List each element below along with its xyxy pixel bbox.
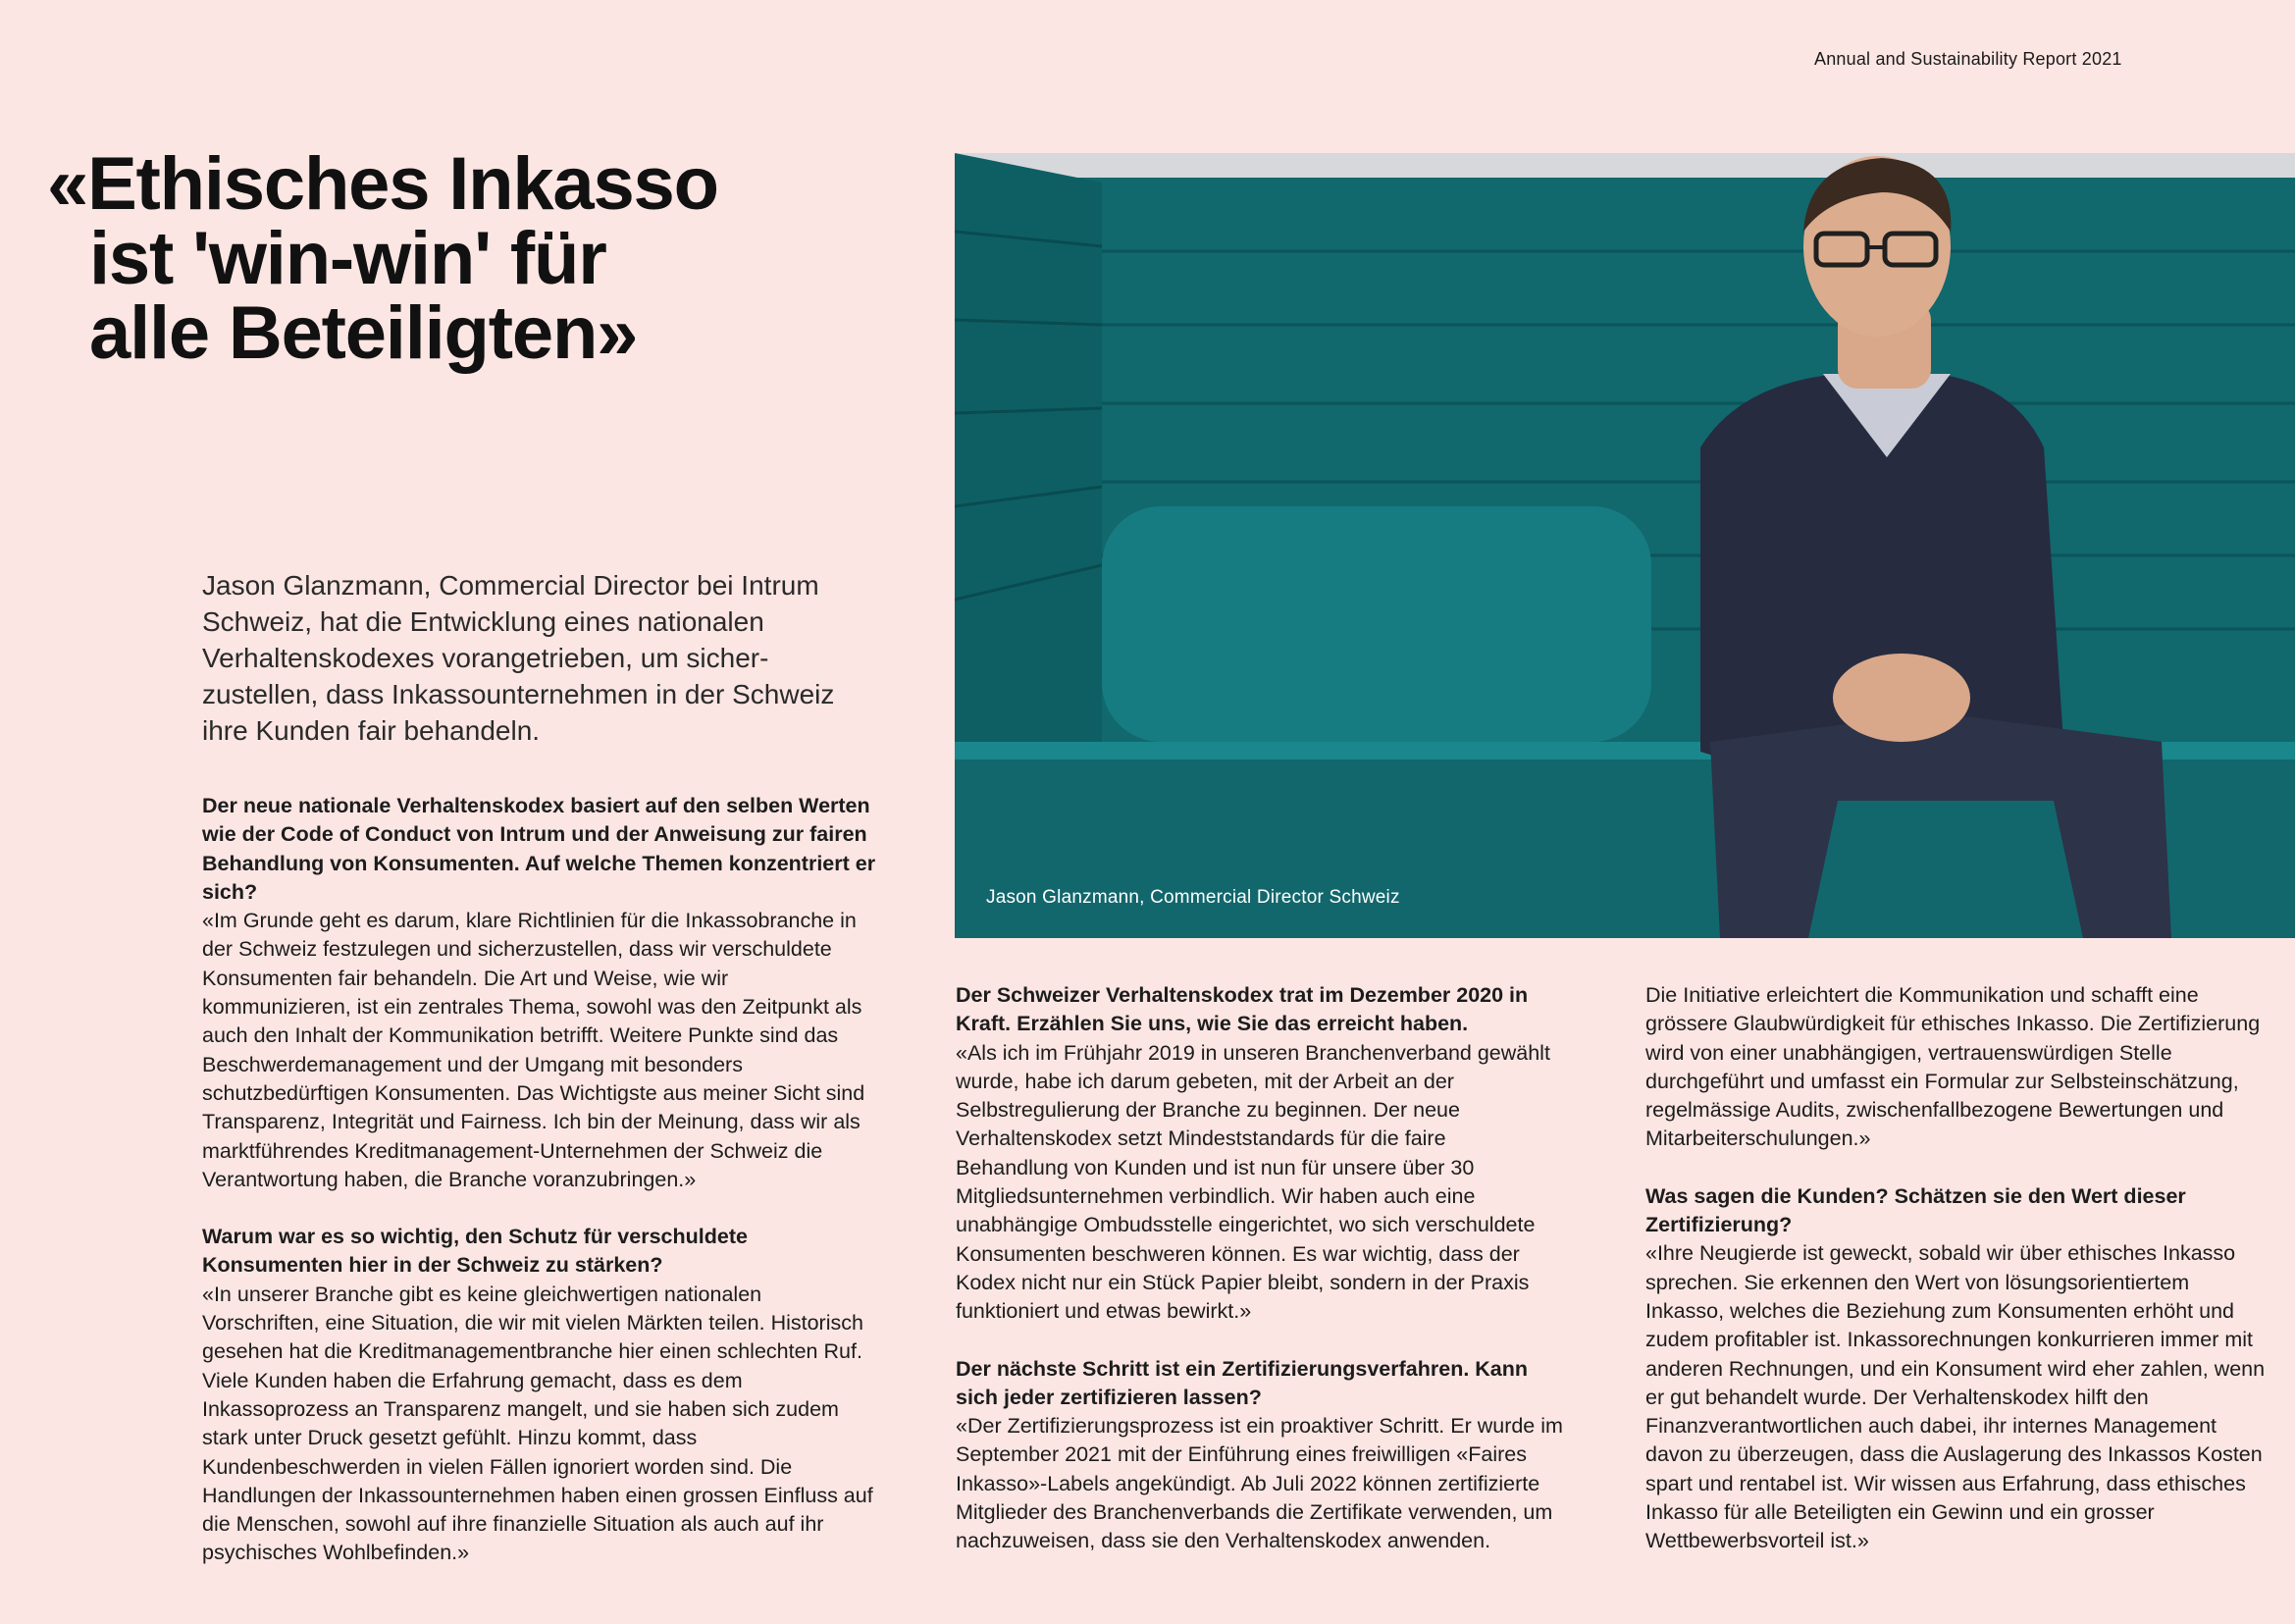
interview-column-1 — [202, 792, 879, 1568]
question-1: Der neue nationale Verhaltenskodex basiert auf den selben Werten wie der Code of Conduct von Intrum und der Anweisung zur fairen Behandlung von Konsumenten. Auf welche Themen konzentriert er sich? — [202, 794, 876, 904]
headline-line-2: ist 'win-win' für — [89, 217, 606, 300]
question-3: Der Schweizer Verhaltenskodex trat im Dezember 2020 in Kraft. Erzählen Sie uns, wie Sie das erreicht haben. — [956, 983, 1529, 1036]
answer-3: «Als ich im Frühjahr 2019 in unseren Branchenverband gewählt wurde, habe ich darum gebeten, mit der Arbeit an der Selbstregulierung der Branche zu beginnen. Der neue Verhaltenskodex setzt Mindeststandards für die faire Behandlung von Kunden und ist nun für unsere über 30 Mitgliedsunternehmen verbindlich. Wir haben auch eine unabhängige Ombudsstelle eingerichtet, wo sich verschuldete Konsumenten beschweren können. Es war wichtig, dass der Kodex nicht nur ein Stück Papier bleibt, sondern in der Praxis funktioniert und etwas bewirkt.» — [956, 1040, 1550, 1324]
report-title: Annual and Sustainability Report 2021 — [1814, 49, 2122, 69]
question-5: Was sagen die Kunden? Schätzen sie den Wert dieser Zertifizierung? — [1645, 1183, 2186, 1237]
question-4: Der nächste Schritt ist ein Zertifizierungsverfahren. Kann sich jeder zertifizieren lassen? — [956, 1356, 1529, 1409]
photo-caption: Jason Glanzmann, Commercial Director Schweiz — [986, 887, 1400, 908]
interview-column-3 — [1645, 981, 2268, 1556]
question-2: Warum war es so wichtig, den Schutz für verschuldete Konsumenten hier in der Schweiz zu stärken? — [202, 1225, 748, 1278]
interview-column-2 — [956, 981, 1564, 1556]
answer-4: «Der Zertifizierungsprozess ist ein proaktiver Schritt. Er wurde im September 2021 mit der Einführung eines freiwilligen «Faires Inkasso»-Labels angekündigt. Ab Juli 2022 können zertifizierte Mitglieder des Branchenverbands die Zertifikate verwenden, um nachzuweisen, dass sie den Verhaltenskodex anwenden. — [956, 1414, 1563, 1553]
answer-1: «Im Grunde geht es darum, klare Richtlinien für die Inkassobranche in der Schweiz festzulegen und sicherzustellen, dass wir verschuldete Konsumenten fair behandeln. Die Art und Weise, wie wir kommunizieren, ist ein zentrales Thema, sowohl was den Zeitpunkt als auch den Inhalt der Kommunikation betrifft. Weitere Punkte sind das Beschwerdemanagement und der Umgang mit besonders schutzbedürftigen Konsumenten. Das Wichtigste aus meiner Sicht sind Transparenz, Integrität und Fairness. Ich bin der Meinung, dass wir als marktführendes Kreditmanagement-Unternehmen der Schweiz die Verantwortung haben, die Branche voranzubringen.» — [202, 909, 865, 1191]
portrait-illustration — [955, 153, 2295, 938]
answer-2: «In unserer Branche gibt es keine gleichwertigen nationalen Vorschriften, eine Situation, die wir mit vielen Märkten teilen. Historisch gesehen hat die Kreditmanagementbranche hier einen schlechten Ruf. Viele Kunden haben die Erfahrung gemacht, dass es dem Inkassoprozess an Transparenz mangelt, und sie haben sich zudem stark unter Druck gesetzt gefühlt. Hinzu kommt, dass Kundenbeschwerden in vielen Fällen ignoriert worden sind. Die Handlungen der Inkassounternehmen haben einen grossen Einfluss auf die Menschen, sowohl auf ihre finanzielle Situation als auch auf ihr psychisches Wohlbefinden.» — [202, 1282, 873, 1565]
headline-line-1: «Ethisches Inkasso — [47, 142, 718, 226]
headline-line-3: alle Beteiligten» — [89, 291, 638, 375]
answer-4-continued: Die Initiative erleichtert die Kommunikation und schafft eine grössere Glaubwürdigkeit für ethisches Inkasso. Die Zertifizierung wird von einer unabhängigen, vertrauenswürdigen Stelle durchgeführt und umfasst ein Formular zur Selbsteinschätzung, regelmässige Audits, zwischenfallbezogene Bewertungen und Mitarbeiterschulungen.» — [1645, 983, 2261, 1151]
answer-5: «Ihre Neugierde ist geweckt, sobald wir über ethisches Inkasso sprechen. Sie erkennen den Wert von lösungsorientiertem Inkasso, welches die Beziehung zum Konsumenten erhöht und zudem profitabler ist. Inkassorechnungen konkurrieren immer mit anderen Rechnungen, und ein Konsument wird eher zahlen, wenn er gut behandelt wurde. Der Verhaltenskodex hilft den Finanzverantwortlichen auch dabei, ihr internes Management davon zu überzeugen, dass die Auslagerung des Inkassos Kosten spart und rentabel ist. Wir wissen aus Erfahrung, dass ethisches Inkasso für alle Beteiligten ein Gewinn und ein grosser Wettbewerbsvorteil ist.» — [1645, 1241, 2266, 1553]
portrait-photo — [955, 153, 2295, 938]
headline — [47, 142, 718, 375]
intro-paragraph: Jason Glanzmann, Commercial Director bei Intrum Schweiz, hat die Entwicklung eines nationalen Verhaltenskodexes vorangetrieben, um sicher-zustellen, dass Inkassounternehmen in der Schweiz ihre Kunden fair behandeln. — [202, 570, 835, 746]
